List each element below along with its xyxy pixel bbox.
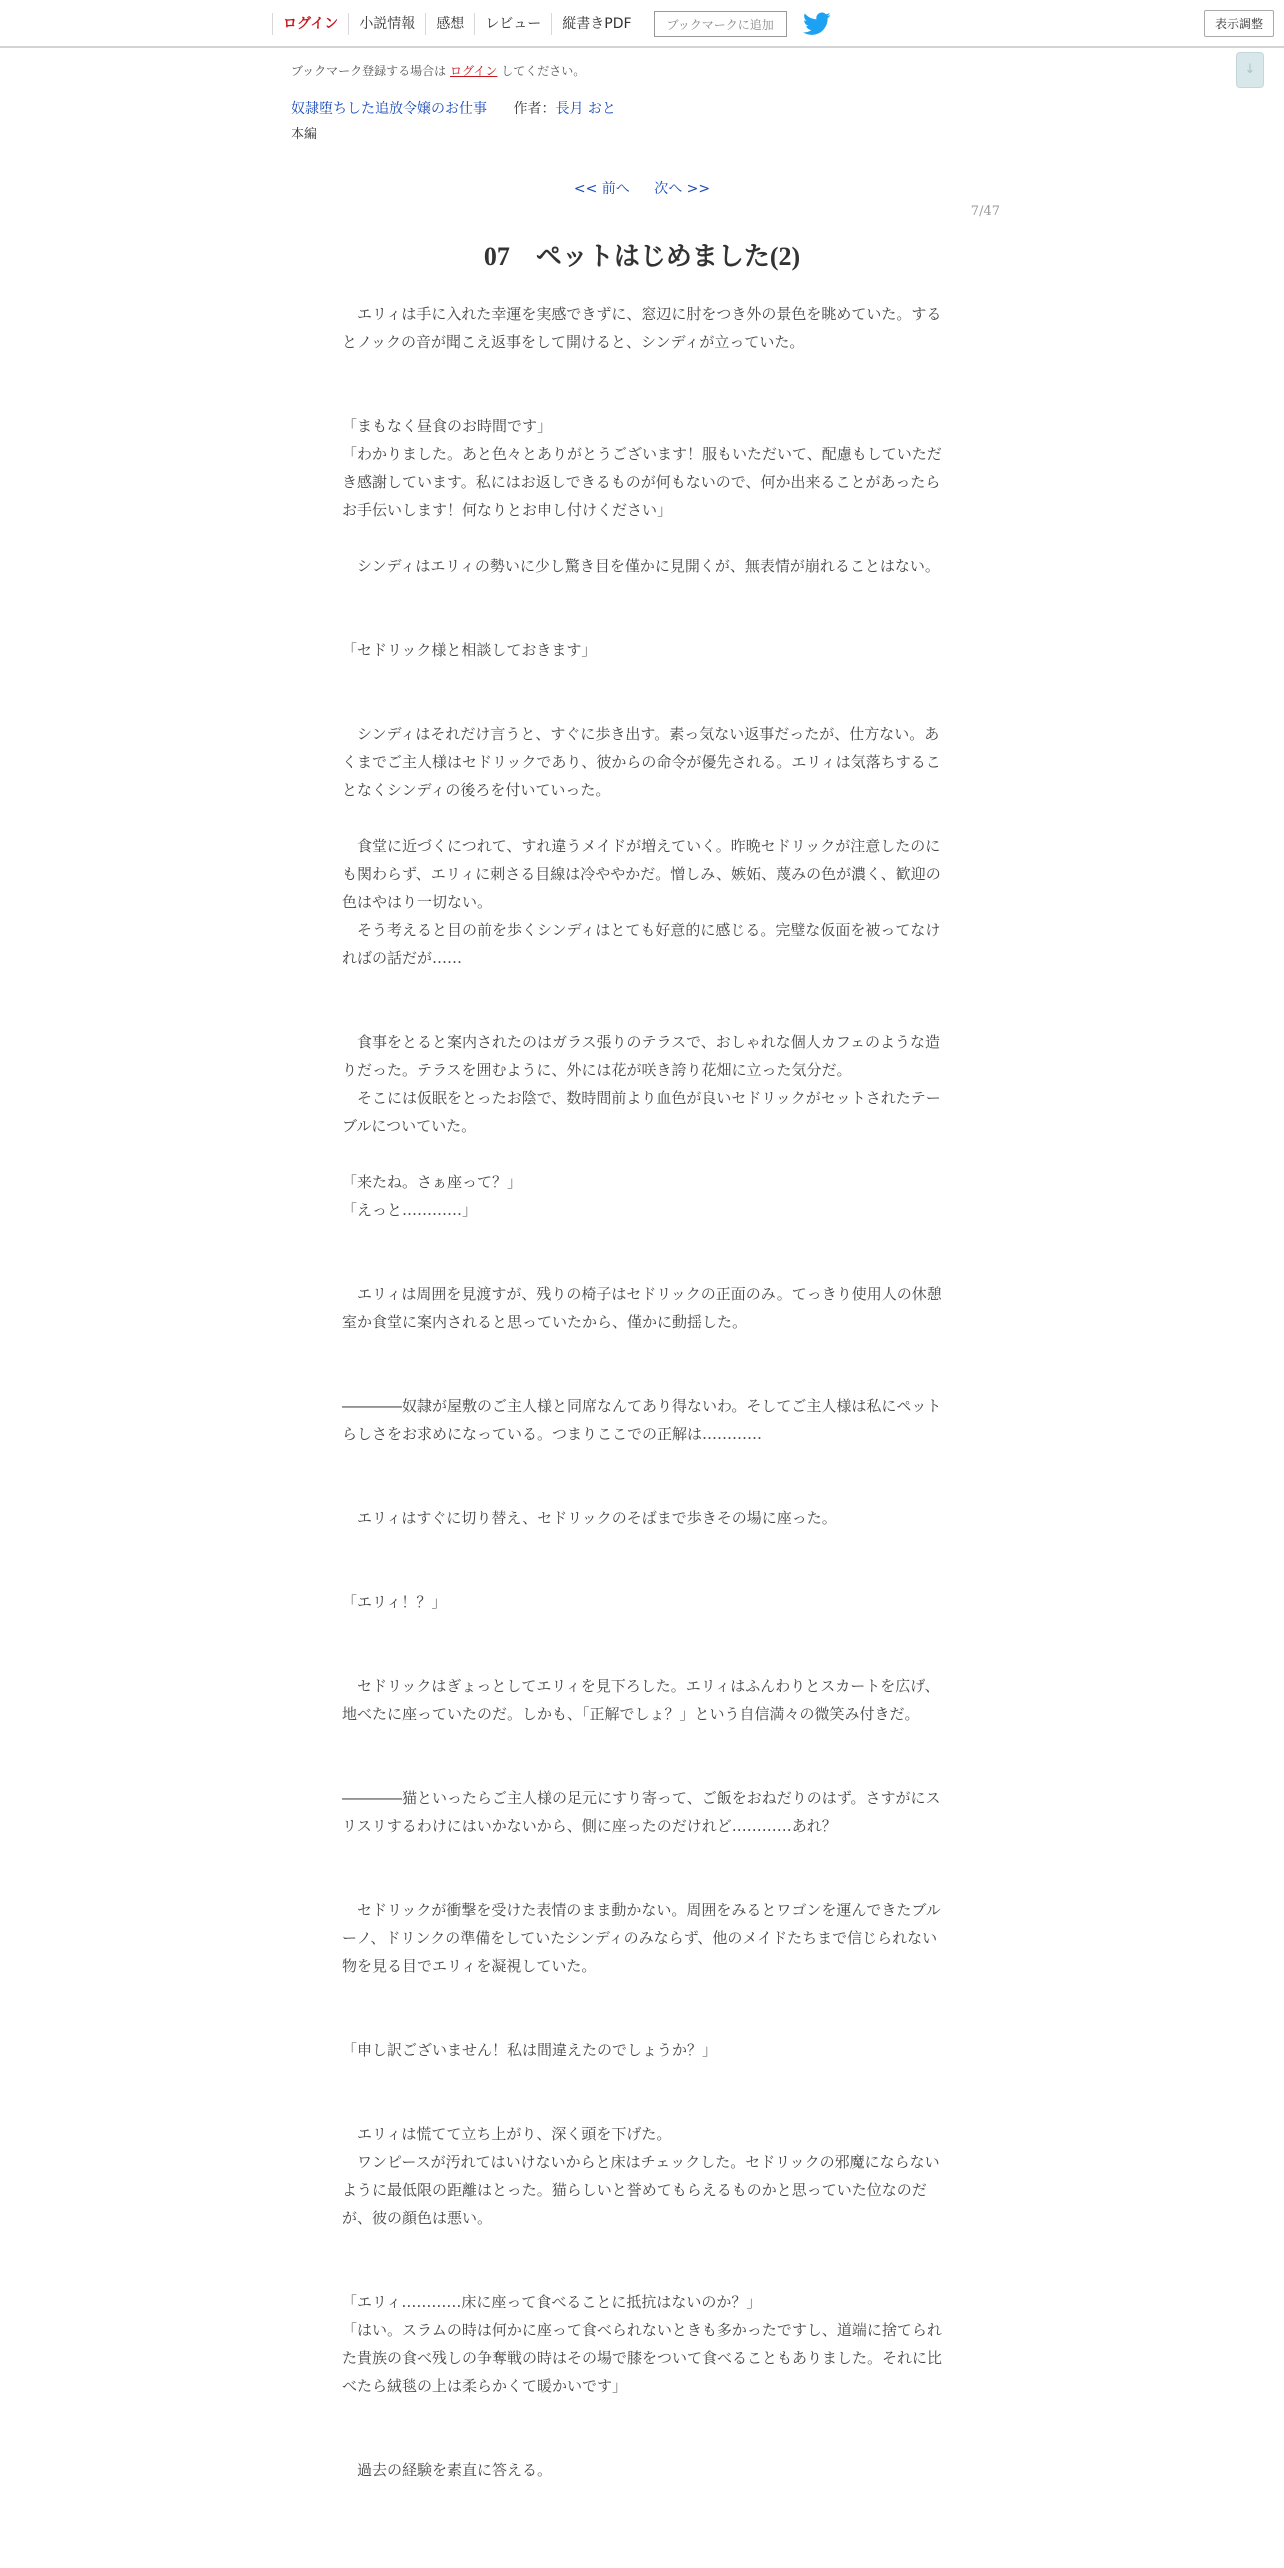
body-paragraph (342, 580, 942, 608)
body-paragraph (342, 1224, 942, 1252)
nav-login[interactable]: ログイン (272, 13, 348, 35)
novel-title-link[interactable]: 奴隷堕ちした追放令嬢のお仕事 (291, 101, 487, 117)
body-paragraph (342, 2428, 942, 2456)
display-settings-button[interactable]: 表示調整 (1204, 10, 1274, 37)
body-paragraph (342, 1616, 942, 1644)
section-name: 本編 (291, 127, 318, 142)
body-paragraph: 「申し訳ございません！私は間違えたのでしょうか？」 (342, 2041, 718, 2059)
twitter-icon[interactable] (803, 12, 831, 36)
body-paragraph (342, 2260, 942, 2288)
body-paragraph: 「えっと…………」 (342, 1201, 478, 1219)
body-paragraph: エリィは手に入れた幸運を実感できずに、窓辺に肘をつき外の景色を眺めていた。するとノックの音が聞こえ返事をして開けると、シンディが立っていた。 (342, 305, 942, 351)
body-paragraph: 食事をとると案内されたのはガラス張りのテラスで、おしゃれな個人カフェのような造りだった。テラスを囲むように、外には花が咲き誇り花畑に立った気分だ。 (342, 1033, 941, 1079)
chapter-body (342, 300, 942, 2484)
body-paragraph (342, 1448, 942, 1476)
body-paragraph (342, 1252, 942, 1280)
body-paragraph (342, 1336, 942, 1364)
body-paragraph (342, 1756, 942, 1784)
body-paragraph (342, 1644, 942, 1672)
chapter-title: 07 ペットはじめました(2) (483, 242, 801, 271)
body-paragraph (342, 2008, 942, 2036)
body-paragraph (342, 384, 942, 412)
body-paragraph: 「エリィ…………床に座って食べることに抵抗はないのか？」 (342, 2293, 762, 2311)
body-paragraph: 「わかりました。あと色々とありがとうございます！服もいただいて、配慮もしていただき感謝しています。私にはお返しできるものが何もないので、何か出来ることがあったらお手伝いします！何なりとお申し付けください」 (342, 445, 942, 519)
body-paragraph: そう考えると目の前を歩くシンディはとても好意的に感じる。完璧な仮面を被ってなければの話だが…… (342, 921, 941, 967)
body-paragraph: 「エリィ！？」 (342, 1593, 447, 1611)
body-paragraph: シンディはエリィの勢いに少し驚き目を僅かに見開くが、無表情が崩れることはない。 (342, 557, 940, 575)
nav-reviews[interactable]: レビュー (474, 13, 551, 35)
body-paragraph: 「セドリック様と相談しておきます」 (342, 641, 597, 659)
next-link[interactable]: 次へ >> (654, 181, 711, 197)
body-paragraph (342, 1000, 942, 1028)
author-label: 作者： (513, 101, 556, 117)
body-paragraph (342, 804, 942, 832)
body-paragraph: エリィは慌てて立ち上がり、深く頭を下げた。 (342, 2125, 672, 2143)
body-paragraph (342, 608, 942, 636)
episode-count: 7/47 (970, 204, 1000, 219)
pager (0, 178, 1284, 198)
top-bar (0, 0, 1284, 48)
novel-info (291, 98, 616, 118)
body-paragraph (342, 2400, 942, 2428)
body-paragraph: ――――奴隷が屋敷のご主人様と同席なんてあり得ないわ。そしてご主人様は私にペットらしさをお求めになっている。つまりここでの正解は………… (342, 1397, 942, 1443)
body-paragraph (342, 2232, 942, 2260)
body-paragraph: セドリックはぎょっとしてエリィを見下ろした。エリィはふんわりとスカートを広げ、地べたに座っていたのだ。しかも、「正解でしょ？」という自信満々の微笑み付きだ。 (342, 1677, 940, 1723)
body-paragraph (342, 664, 942, 692)
body-paragraph (342, 1980, 942, 2008)
body-paragraph (342, 1140, 942, 1168)
body-paragraph (342, 1728, 942, 1756)
body-paragraph: セドリックが衝撃を受けた表情のまま動かない。周囲をみるとワゴンを運んできたブルーノ、ドリンクの準備をしていたシンディのみならず、他のメイドたちまで信じられない物を見る目でエリィを凝視していた。 (342, 1901, 941, 1975)
nav-novel-info[interactable]: 小説情報 (348, 13, 425, 35)
body-paragraph (342, 1364, 942, 1392)
body-paragraph: エリィはすぐに切り替え、セドリックのそばまで歩きその場に座った。 (342, 1509, 837, 1527)
nav-bar (272, 8, 831, 40)
body-paragraph (342, 692, 942, 720)
body-paragraph: ワンピースが汚れてはいけないからと床はチェックした。セドリックの邪魔にならないように最低限の距離はとった。猫らしいと誉めてもらえるものかと思っていた位なのだが、彼の顔色は悪い。 (342, 2153, 940, 2227)
body-paragraph (342, 2092, 942, 2120)
body-paragraph: 「まもなく昼食のお時間です」 (342, 417, 553, 435)
body-paragraph (342, 972, 942, 1000)
bookmark-note-before: ブックマーク登録する場合は (291, 64, 447, 78)
body-paragraph: 「来たね。さぁ座って？」 (342, 1173, 523, 1191)
body-paragraph: エリィは周囲を見渡すが、残りの椅子はセドリックの正面のみ。てっきり使用人の休憩室か食堂に案内されると思っていたから、僅かに動揺した。 (342, 1285, 942, 1331)
body-paragraph (342, 2064, 942, 2092)
add-bookmark-button[interactable]: ブックマークに追加 (654, 11, 787, 37)
bookmark-note (291, 62, 585, 79)
body-paragraph: 過去の経験を素直に答える。 (342, 2461, 553, 2479)
body-paragraph: 「はい。スラムの時は何かに座って食べられないときも多かったですし、道端に捨てられた貴族の食べ残しの争奪戦の時はその場で膝をついて食べることもありました。それに比べたら絨毯の上は柔らかくて暖かいです」 (342, 2321, 943, 2395)
body-paragraph (342, 1476, 942, 1504)
bookmark-note-after: してください。 (501, 64, 586, 78)
body-paragraph: シンディはそれだけ言うと、すぐに歩き出す。素っ気ない返事だったが、仕方ない。あくまでご主人様はセドリックであり、彼からの命令が優先される。エリィは気落ちすることなくシンディの後ろを付いていった。 (342, 725, 941, 799)
author-link[interactable]: 長月 おと (555, 101, 616, 117)
body-paragraph (342, 1532, 942, 1560)
nav-vertical-pdf[interactable]: 縦書きPDF (551, 13, 641, 35)
nav-impressions[interactable]: 感想 (425, 13, 474, 35)
body-paragraph (342, 1840, 942, 1868)
body-paragraph (342, 524, 942, 552)
body-paragraph: そこには仮眠をとったお陰で、数時間前より血色が良いセドリックがセットされたテーブルについていた。 (342, 1089, 941, 1135)
scroll-down-button[interactable]: ↓ (1236, 52, 1264, 88)
body-paragraph (342, 356, 942, 384)
body-paragraph (342, 1560, 942, 1588)
bookmark-note-login-link[interactable]: ログイン (450, 64, 498, 78)
prev-link[interactable]: << 前へ (573, 181, 630, 197)
body-paragraph: 食堂に近づくにつれて、すれ違うメイドが増えていく。昨晩セドリックが注意したのにも関わらず、エリィに刺さる目線は冷ややかだ。憎しみ、嫉妬、蔑みの色が濃く、歓迎の色はやはり一切ない。 (342, 837, 941, 911)
body-paragraph: ――――猫といったらご主人様の足元にすり寄って、ご飯をおねだりのはず。さすがにスリスリするわけにはいかないから、側に座ったのだけれど…………あれ？ (342, 1789, 941, 1835)
body-paragraph (342, 1868, 942, 1896)
